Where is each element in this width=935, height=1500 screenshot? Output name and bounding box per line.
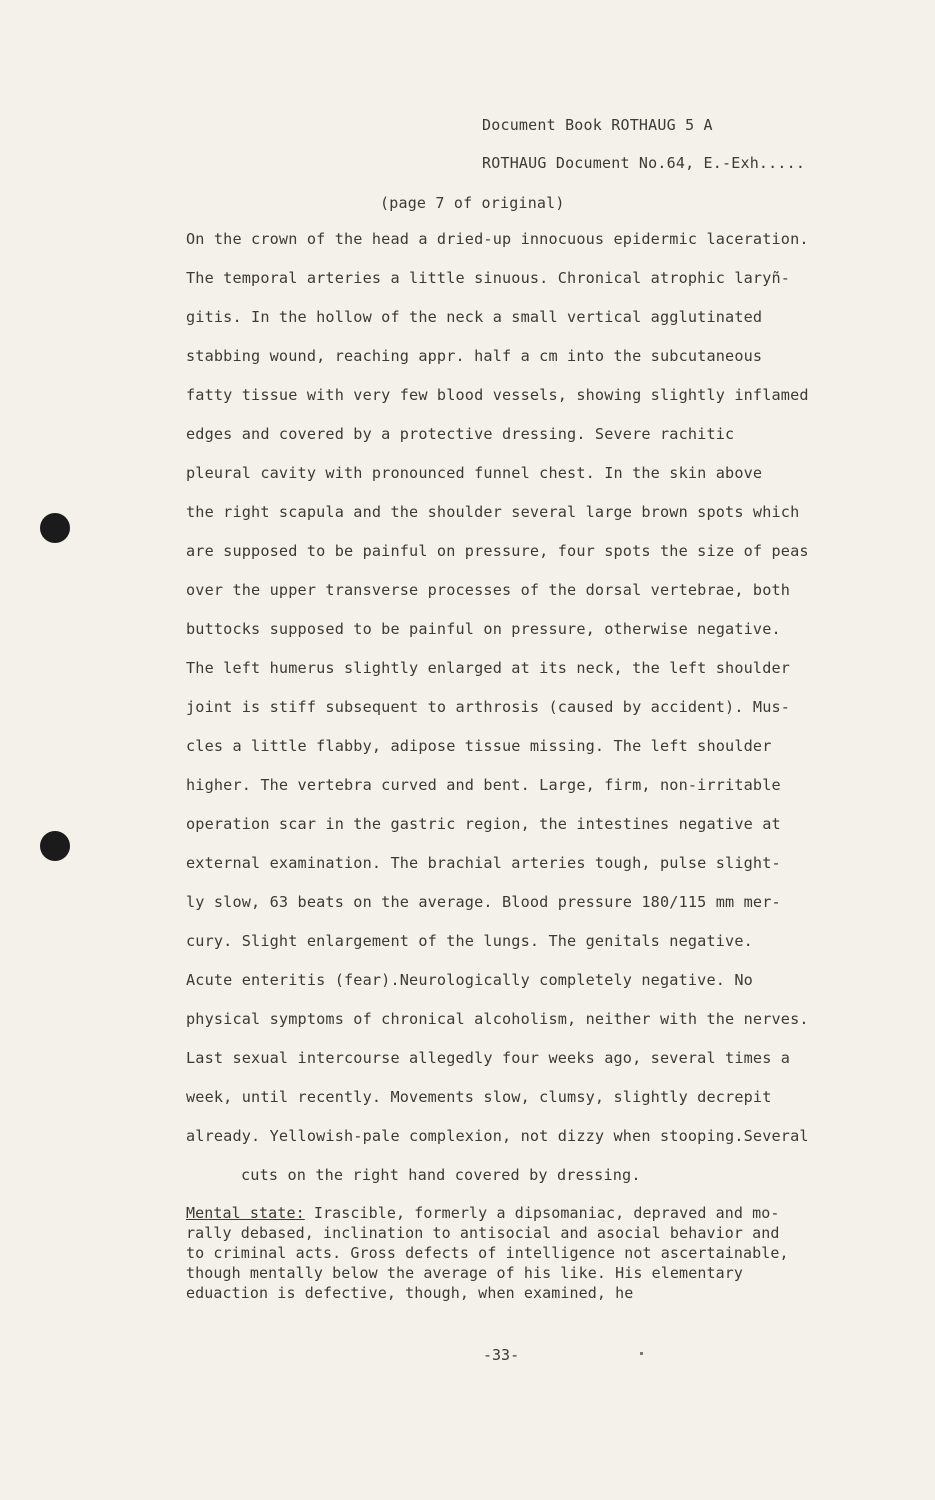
text-line: The temporal arteries a little sinuous. Chronical atrophic laryñ- xyxy=(186,269,791,287)
text-line: week, until recently. Movements slow, clumsy, slightly decrepit xyxy=(186,1088,772,1106)
text-line: already. Yellowish-pale complexion, not dizzy when stooping.Several xyxy=(186,1127,809,1145)
mental-state-first-line xyxy=(186,1203,856,1223)
text-line: cury. Slight enlargement of the lungs. The genitals negative. xyxy=(186,932,753,950)
text-line: external examination. The brachial arteries tough, pulse slight- xyxy=(186,854,781,872)
text-line: cles a little flabby, adipose tissue missing. The left shoulder xyxy=(186,737,772,755)
text-line: rally debased, inclination to antisocial and asocial behavior and xyxy=(186,1224,780,1242)
original-page-reference: (page 7 of original) xyxy=(380,194,565,212)
punch-hole xyxy=(40,831,70,861)
ink-speck xyxy=(640,1352,643,1355)
text-line: stabbing wound, reaching appr. half a cm into the subcutaneous xyxy=(186,347,763,365)
text-line: operation scar in the gastric region, the intestines negative at xyxy=(186,815,781,833)
text-line: gitis. In the hollow of the neck a small vertical agglutinated xyxy=(186,308,763,326)
text-line: The left humerus slightly enlarged at its neck, the left shoulder xyxy=(186,659,791,677)
text-line: fatty tissue with very few blood vessels, showing slightly inflamed xyxy=(186,386,809,404)
text-line: Last sexual intercourse allegedly four weeks ago, several times a xyxy=(186,1049,791,1067)
text-line: physical symptoms of chronical alcoholism, neither with the nerves. xyxy=(186,1010,809,1028)
text-line: to criminal acts. Gross defects of intelligence not ascertainable, xyxy=(186,1244,789,1262)
text-line: the right scapula and the shoulder several large brown spots which xyxy=(186,503,800,521)
text-line: buttocks supposed to be painful on pressure, otherwise negative. xyxy=(186,620,781,638)
text-line: are supposed to be painful on pressure, four spots the size of peas xyxy=(186,542,809,560)
text-line: Acute enteritis (fear).Neurologically completely negative. No xyxy=(186,971,753,989)
text-line: higher. The vertebra curved and bent. Large, firm, non-irritable xyxy=(186,776,781,794)
document-number-header: ROTHAUG Document No.64, E.-Exh..... xyxy=(482,154,806,172)
text-line: ly slow, 63 beats on the average. Blood pressure 180/115 mm mer- xyxy=(186,893,781,911)
text-line: On the crown of the head a dried-up innocuous epidermic laceration. xyxy=(186,230,809,248)
text-line: pleural cavity with pronounced funnel chest. In the skin above xyxy=(186,464,763,482)
text-line: cuts on the right hand covered by dressing. xyxy=(241,1166,641,1184)
text-line: eduaction is defective, though, when examined, he xyxy=(186,1284,634,1302)
page-number: -33- xyxy=(483,1346,520,1364)
punch-hole xyxy=(40,513,70,543)
mental-state-text: Irascible, formerly a dipsomaniac, depraved and mo- xyxy=(304,1204,780,1222)
text-line: joint is stiff subsequent to arthrosis (caused by accident). Mus- xyxy=(186,698,791,716)
mental-state-label: Mental state: xyxy=(186,1204,305,1222)
text-line: edges and covered by a protective dressing. Severe rachitic xyxy=(186,425,735,443)
text-line: though mentally below the average of his like. His elementary xyxy=(186,1264,743,1282)
document-book-header: Document Book ROTHAUG 5 A xyxy=(482,116,713,134)
examination-text xyxy=(186,228,856,1203)
text-line: over the upper transverse processes of the dorsal vertebrae, both xyxy=(186,581,791,599)
mental-state-section xyxy=(186,1203,856,1303)
